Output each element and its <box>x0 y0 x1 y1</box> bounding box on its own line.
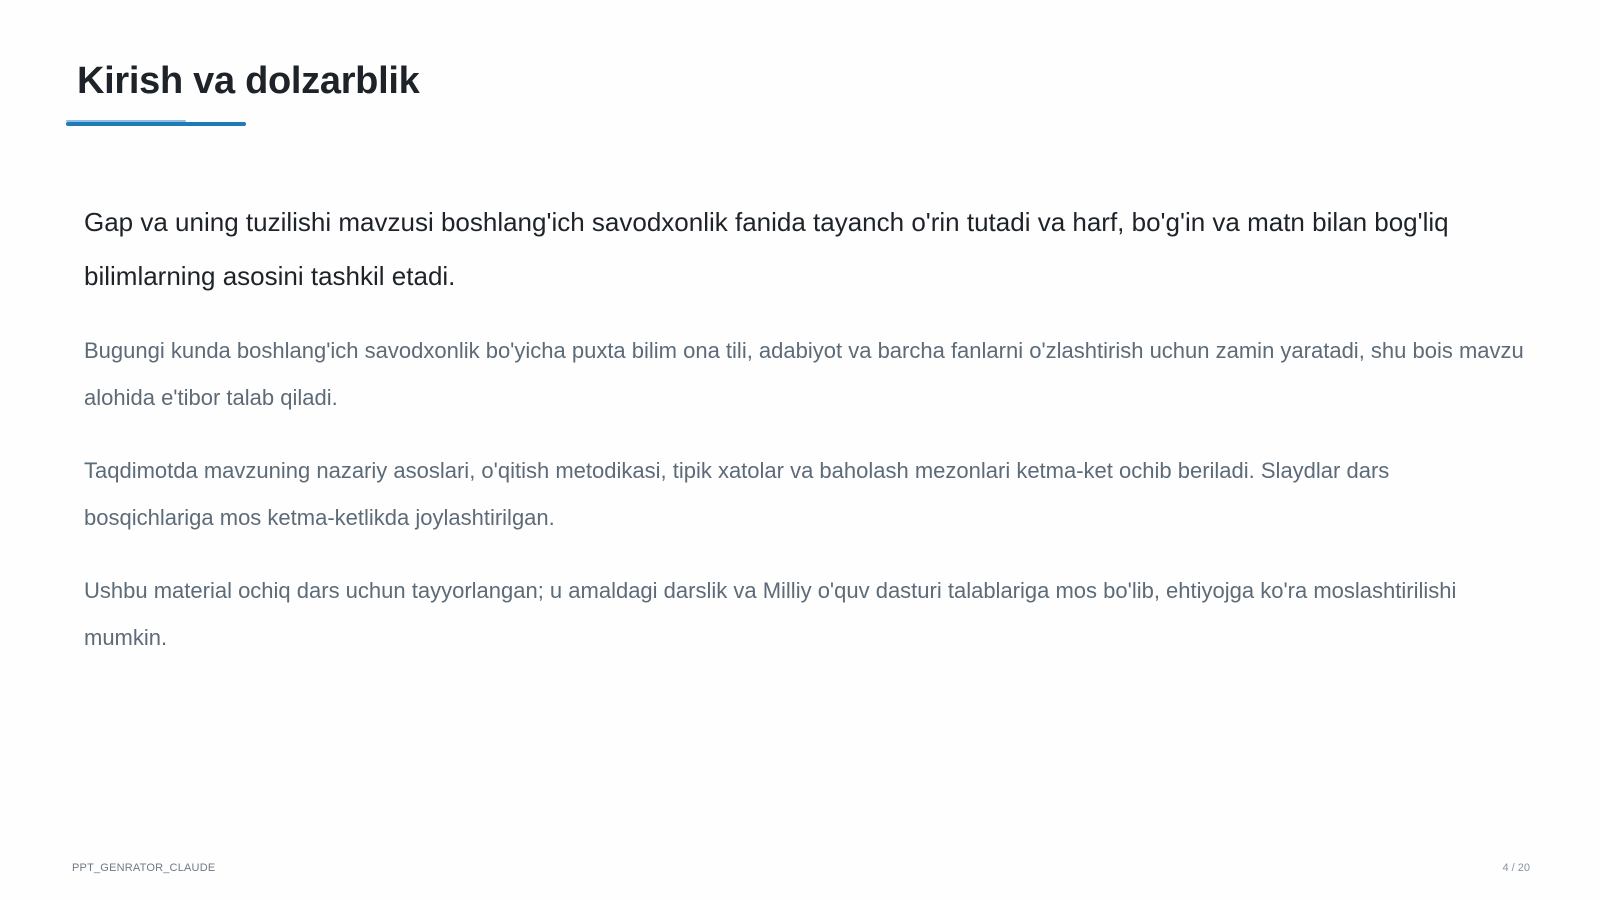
footer-source: PPT_GENRATOR_CLAUDE <box>72 862 216 874</box>
title-underline <box>66 122 246 126</box>
slide-title: Kirish va dolzarblik <box>77 60 420 102</box>
page-indicator: 4 / 20 <box>1502 862 1530 874</box>
lead-paragraph: Gap va uning tuzilishi mavzusi boshlang'ich savodxonlik fanida tayanch o'rin tutadi va harf, bo'g'in va matn bilan bog'liq bilimlarning asosini tashkil etadi. <box>84 207 1449 291</box>
body-paragraph-2: Taqdimotda mavzuning nazariy asoslari, o'qitish metodikasi, tipik xatolar va baholash mezonlari ketma-ket ochib beriladi. Slaydlar dars bosqichlariga mos ketma-ketlikda joylashtirilgan. <box>84 458 1390 530</box>
body-paragraph-3: Ushbu material ochiq dars uchun tayyorlangan; u amaldagi darslik va Milliy o'quv dasturi talablariga mos bo'lib, ehtiyojga ko'ra moslashtirilishi mumkin. <box>84 578 1457 650</box>
body-paragraph-1: Bugungi kunda boshlang'ich savodxonlik bo'yicha puxta bilim ona tili, adabiyot va barcha fanlarni o'zlashtirish uchun zamin yaratadi, shu bois mavzu alohida e'tibor talab qiladi. <box>84 338 1524 410</box>
slide-content <box>84 195 1524 687</box>
